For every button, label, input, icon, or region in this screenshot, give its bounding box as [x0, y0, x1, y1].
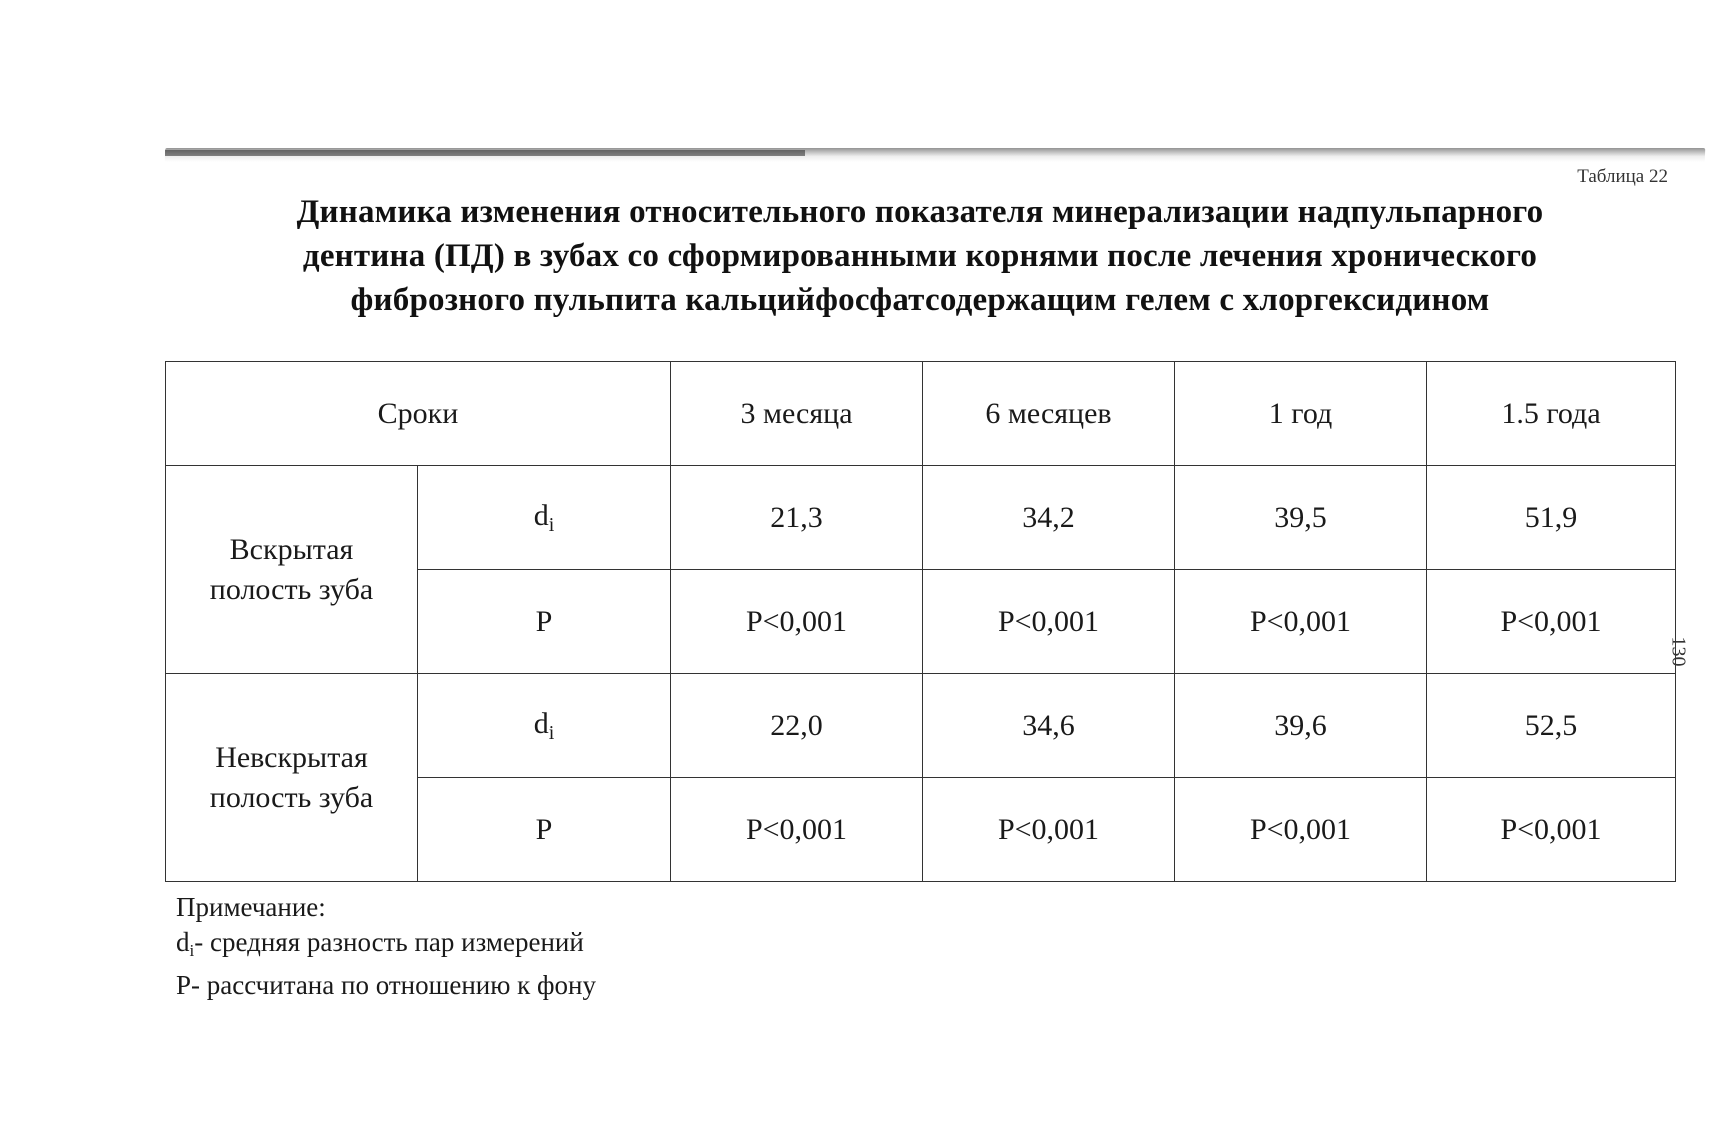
header-period: 1 год [1175, 362, 1427, 466]
header-period: 1.5 года [1427, 362, 1676, 466]
table-cell: P<0,001 [1175, 778, 1427, 882]
table-cell: 34,2 [923, 466, 1175, 570]
table-cell: P<0,001 [923, 570, 1175, 674]
table-cell: 22,0 [671, 674, 923, 778]
metric-base: P [535, 812, 553, 846]
table-cell: 34,6 [923, 674, 1175, 778]
table-row [166, 466, 1676, 570]
notes-symbol: d [176, 927, 190, 957]
metric-label [418, 778, 671, 882]
title-line: Динамика изменения относительного показателя минерализации надпульпарного [296, 194, 1544, 230]
notes-line: P- рассчитана по отношению к фону [176, 970, 596, 1000]
metric-label [418, 466, 671, 570]
metric-label [418, 674, 671, 778]
table-cell: P<0,001 [671, 778, 923, 882]
group-label-unopened [166, 674, 418, 882]
page-number: 130 [1667, 636, 1690, 667]
table-header-row [166, 362, 1676, 466]
title-line: фиброзного пульпита кальцийфосфатсодержащим гелем с хлоргексидином [350, 282, 1490, 318]
table-cell: 21,3 [671, 466, 923, 570]
table-cell: 39,5 [1175, 466, 1427, 570]
header-period: 6 месяцев [923, 362, 1175, 466]
table-cell: P<0,001 [671, 570, 923, 674]
table-cell: P<0,001 [923, 778, 1175, 882]
table-title [180, 190, 1660, 322]
metric-subscript: i [548, 721, 555, 744]
metric-label [418, 570, 671, 674]
table-cell: 39,6 [1175, 674, 1427, 778]
table-cell: 51,9 [1427, 466, 1676, 570]
group-label-opened [166, 466, 418, 674]
table-cell: P<0,001 [1427, 778, 1676, 882]
mineralization-table [165, 361, 1676, 882]
header-period-label: Сроки [166, 362, 671, 466]
scan-edge-shadow-dark [165, 150, 805, 156]
metric-subscript: i [548, 513, 555, 536]
group-label-line: Вскрытая [229, 532, 354, 566]
metric-base: d [533, 498, 549, 532]
group-label-line: полость зуба [209, 780, 374, 814]
header-period: 3 месяца [671, 362, 923, 466]
metric-base: P [535, 604, 553, 638]
notes-subscript: i [189, 941, 195, 960]
table-cell: P<0,001 [1427, 570, 1676, 674]
notes-heading: Примечание: [176, 892, 326, 922]
table-notes [176, 890, 596, 1003]
table-number: Таблица 22 [1577, 166, 1668, 187]
title-line: дентина (ПД) в зубах со сформированными корнями после лечения хронического [302, 238, 1538, 274]
notes-line [176, 925, 596, 968]
notes-text: - средняя разность пар измерений [194, 927, 584, 957]
table-cell: P<0,001 [1175, 570, 1427, 674]
group-label-line: полость зуба [209, 572, 374, 606]
metric-base: d [533, 706, 549, 740]
group-label-line: Невскрытая [215, 740, 368, 774]
table-cell: 52,5 [1427, 674, 1676, 778]
table-row [166, 674, 1676, 778]
